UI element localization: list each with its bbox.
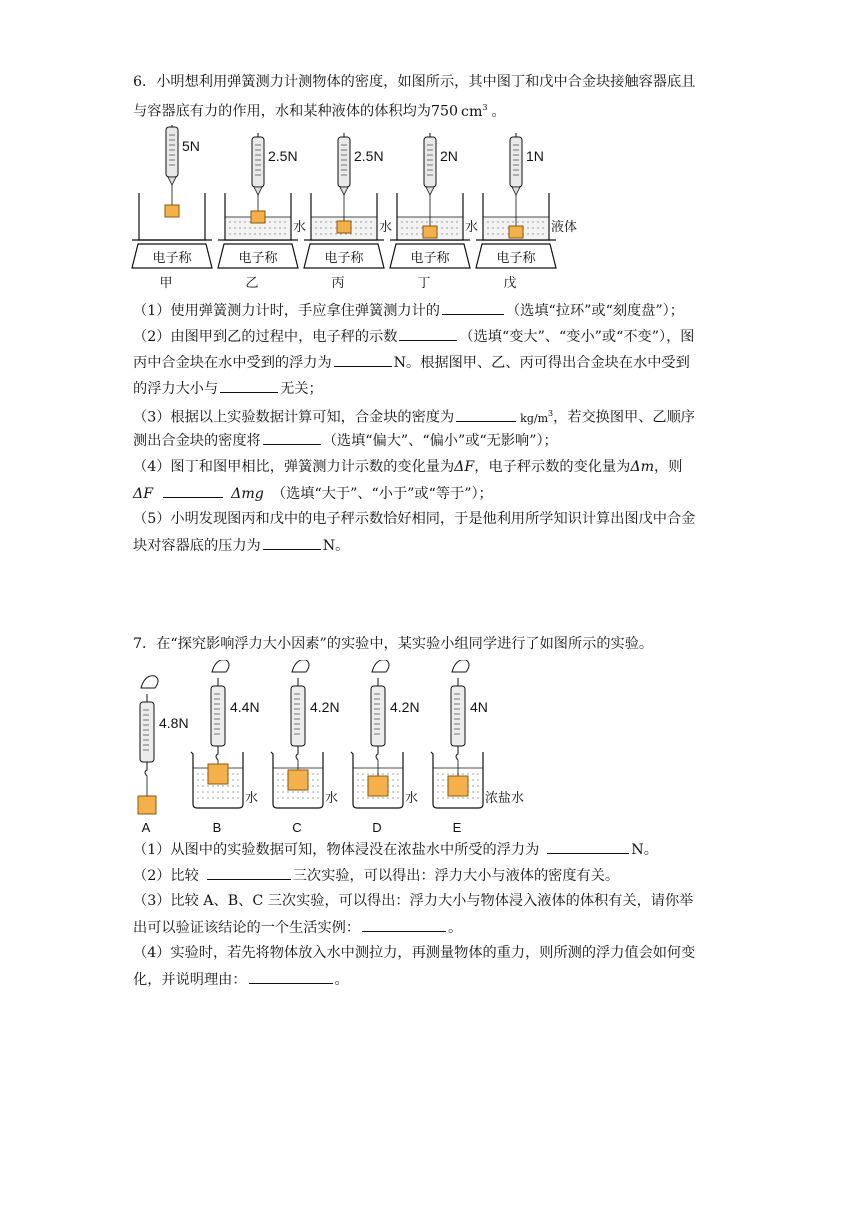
q7-reading-label-1: 4.8N	[159, 715, 189, 731]
q7-caption-1: A	[141, 820, 151, 835]
q6-p2-text: （2）由图甲到乙的过程中，电子秤的示数	[133, 329, 398, 345]
spring-scale-icon	[371, 686, 385, 746]
q6-reading-label-4: 2N	[440, 148, 458, 164]
q6-apparatus-5	[476, 133, 577, 291]
spring-scale-icon	[424, 137, 436, 187]
q7-p2-text: （2）比较	[133, 868, 199, 884]
q7-liquid-label-2: 水	[245, 791, 259, 806]
spring-scale-icon	[252, 137, 264, 187]
q7-part3-line1: （3）比较 A、B、C 三次实验，可以得出：浮力大小与物体浸入液体的体积有关，请你举	[133, 893, 694, 909]
alloy-block-icon	[165, 205, 179, 217]
q6-caption-2: 乙	[245, 276, 259, 291]
q6-reading-label-2: 2.5N	[268, 148, 298, 164]
q6-part2-line3	[133, 378, 323, 399]
q6-part2-line2	[133, 352, 690, 373]
q6-part3-line1	[133, 404, 695, 429]
object-block-icon	[368, 776, 388, 796]
q6-stem-line1: 6．小明想利用弹簧测力计测物体的密度，如图所示，其中图丁和戊中合金块接触容器底且	[133, 74, 696, 90]
q6-figure	[0, 125, 860, 305]
spring-scale-icon	[451, 686, 465, 746]
q6-blank-1[interactable]	[442, 300, 504, 315]
spring-scale-icon	[338, 137, 350, 187]
q6-p4-deltaF: ΔF	[454, 459, 475, 475]
q6-p2-text4: 的浮力大小与	[133, 381, 219, 397]
q6-part4-line2	[133, 483, 493, 504]
q7-apparatus-3	[271, 660, 340, 835]
q6-part2-line1	[133, 326, 694, 347]
q6-blank-5[interactable]	[456, 407, 516, 422]
q7-apparatus-4	[351, 660, 420, 835]
q6-apparatus-3	[304, 133, 392, 291]
q6-stem-end: 。	[491, 103, 506, 120]
hand-icon	[292, 660, 309, 672]
q7-blank-2[interactable]	[207, 865, 291, 880]
q7-apparatus-5	[431, 660, 524, 835]
q6-part5-line1: （5）小明发现图丙和戊中的电子秤示数恰好相同，于是他利用所学知识计算出图戊中合金	[133, 511, 696, 527]
q6-scale-label-1: 电子称	[152, 251, 192, 266]
q6-part5-line2	[133, 535, 349, 556]
q7-stem: 7．在“探究影响浮力大小因素”的实验中，某实验小组同学进行了如图所示的实验。	[133, 636, 654, 652]
alloy-block-icon	[251, 211, 265, 223]
q6-p1-options: （选填“拉环”或“刻度盘”）；	[505, 303, 684, 319]
q7-apparatus-1	[138, 676, 189, 835]
q6-reading-label-5: 1N	[526, 148, 544, 164]
q7-p1-end: N。	[631, 842, 658, 858]
q6-scale-label-3: 电子称	[324, 251, 364, 266]
q7-reading-label-2: 4.4N	[230, 699, 260, 715]
q6-p4-text: （4）图丁和图甲相比，弹簧测力计示数的变化量为	[133, 459, 455, 475]
q6-blank-2[interactable]	[399, 326, 457, 341]
object-block-icon	[288, 770, 308, 790]
q7-p2-text2: 三次实验，可以得出：浮力大小与液体的密度有关。	[292, 868, 620, 884]
spring-scale-icon	[510, 137, 522, 187]
spring-scale-icon	[166, 127, 178, 177]
q7-caption-5: E	[452, 820, 462, 835]
q6-blank-7[interactable]	[163, 483, 223, 498]
q6-blank-8[interactable]	[263, 535, 321, 550]
q6-stem-line2	[133, 98, 506, 122]
q6-liquid-label-3: 水	[379, 220, 393, 235]
q6-volume-value: 750	[430, 103, 459, 120]
hand-icon	[452, 660, 469, 672]
q6-blank-4[interactable]	[220, 378, 278, 393]
q6-stem-text: 与容器底有力的作用，水和某种液体的体积均为	[133, 103, 431, 120]
q7-liquid-label-5: 浓盐水	[485, 791, 525, 806]
q6-apparatus-4	[390, 133, 478, 291]
q7-p4-end: 。	[334, 972, 349, 988]
q6-blank-6[interactable]	[263, 430, 321, 445]
q6-p5-end: N。	[322, 538, 350, 554]
q6-p3-text2: ，若交换图甲、乙顺序	[553, 409, 695, 426]
q6-p2-text3: N。根据图甲、乙、丙可得出合金块在水中受到	[393, 355, 690, 371]
q7-p1-text: （1）从图中的实验数据可知，物体浸没在浓盐水中所受的浮力为	[133, 842, 540, 858]
hand-icon	[372, 660, 389, 672]
q7-figure	[0, 660, 860, 840]
q6-reading-label-1: 5N	[182, 138, 200, 154]
q6-p3-text3: 测出合金块的密度将	[133, 433, 261, 449]
q6-reading-label-3: 2.5N	[354, 148, 384, 164]
q7-p3-text: 出可以验证该结论的一个生活实例：	[133, 920, 361, 936]
q6-p4-text3: ，则	[654, 459, 683, 475]
q7-caption-2: B	[212, 820, 222, 835]
q7-reading-label-3: 4.2N	[310, 699, 340, 715]
q6-p4-deltaF2: ΔF	[133, 486, 154, 502]
object-block-icon	[138, 796, 156, 814]
hand-icon	[212, 660, 229, 672]
q6-liquid-label-5: 液体	[551, 220, 578, 235]
alloy-block-icon	[423, 226, 437, 238]
q6-volume-exp: 3	[482, 103, 488, 112]
q7-caption-4: D	[372, 820, 382, 835]
q6-scale-label-2: 电子称	[238, 251, 278, 266]
q6-volume-unit: cm	[461, 103, 483, 120]
spring-scale-icon	[291, 686, 305, 746]
q7-blank-4[interactable]	[249, 969, 333, 984]
q6-caption-5: 戊	[503, 276, 517, 291]
q6-p4-deltamg: Δmg	[231, 486, 264, 502]
q7-caption-3: C	[292, 820, 302, 835]
q7-part1	[133, 839, 658, 860]
q6-p2-text2: 丙中合金块在水中受到的浮力为	[133, 355, 332, 371]
q6-p2-text5: 无关；	[280, 381, 323, 397]
q7-part2	[133, 865, 619, 886]
q7-part4-line2	[133, 969, 349, 990]
q6-part1	[133, 300, 684, 321]
q6-caption-4: 丁	[417, 276, 431, 291]
q6-p3-unit: kg/m	[520, 411, 548, 425]
alloy-block-icon	[337, 221, 351, 233]
q6-caption-3: 丙	[331, 276, 345, 291]
q7-part3-line2	[133, 917, 462, 938]
q7-apparatus-2	[191, 660, 260, 835]
q6-liquid-label-4: 水	[465, 220, 479, 235]
q6-caption-1: 甲	[159, 276, 173, 291]
q6-p5-text: 块对容器底的压力为	[133, 538, 261, 554]
q6-p4-options: （选填“大于”、“小于”或“等于”）；	[271, 486, 493, 502]
object-block-icon	[208, 764, 228, 784]
q7-part4-line1: （4）实验时，若先将物体放入水中测拉力，再测量物体的重力，则所测的浮力值会如何变	[133, 945, 696, 961]
q6-p3-exp: 3	[548, 409, 554, 418]
q6-p4-text2: ，电子秤示数的变化量为	[474, 459, 631, 475]
q7-reading-label-5: 4N	[470, 699, 488, 715]
q7-blank-3[interactable]	[362, 917, 446, 932]
q7-blank-1[interactable]	[547, 839, 629, 854]
q6-p1-text: （1）使用弹簧测力计时，手应拿住弹簧测力计的	[133, 303, 440, 319]
hand-icon	[141, 676, 158, 688]
q6-scale-label-5: 电子称	[496, 251, 536, 266]
q6-p4-deltam: Δm	[630, 459, 655, 475]
q6-apparatus-2	[218, 133, 306, 291]
q7-reading-label-4: 4.2N	[390, 699, 420, 715]
q6-part3-line2	[133, 430, 558, 451]
q7-p4-text: 化，并说明理由：	[133, 972, 247, 988]
object-block-icon	[448, 776, 468, 796]
q7-liquid-label-4: 水	[405, 791, 419, 806]
q6-scale-label-4: 电子称	[410, 251, 450, 266]
q7-p3-end: 。	[448, 920, 463, 936]
q6-liquid-label-2: 水	[293, 220, 307, 235]
q6-blank-3[interactable]	[334, 352, 392, 367]
q6-p2-options: （选填“变大”、“变小”或“不变”），图	[459, 329, 695, 345]
q6-p3-options: （选填“偏大”、“偏小”或“无影响”）；	[322, 433, 558, 449]
q6-p3-text: （3）根据以上实验数据计算可知，合金块的密度为	[133, 409, 455, 426]
alloy-block-icon	[509, 226, 523, 238]
spring-scale-icon	[211, 686, 225, 746]
q6-apparatus-1	[132, 125, 212, 291]
q6-part4-line1	[133, 457, 682, 477]
spring-scale-icon	[140, 702, 154, 762]
q7-liquid-label-3: 水	[325, 791, 339, 806]
